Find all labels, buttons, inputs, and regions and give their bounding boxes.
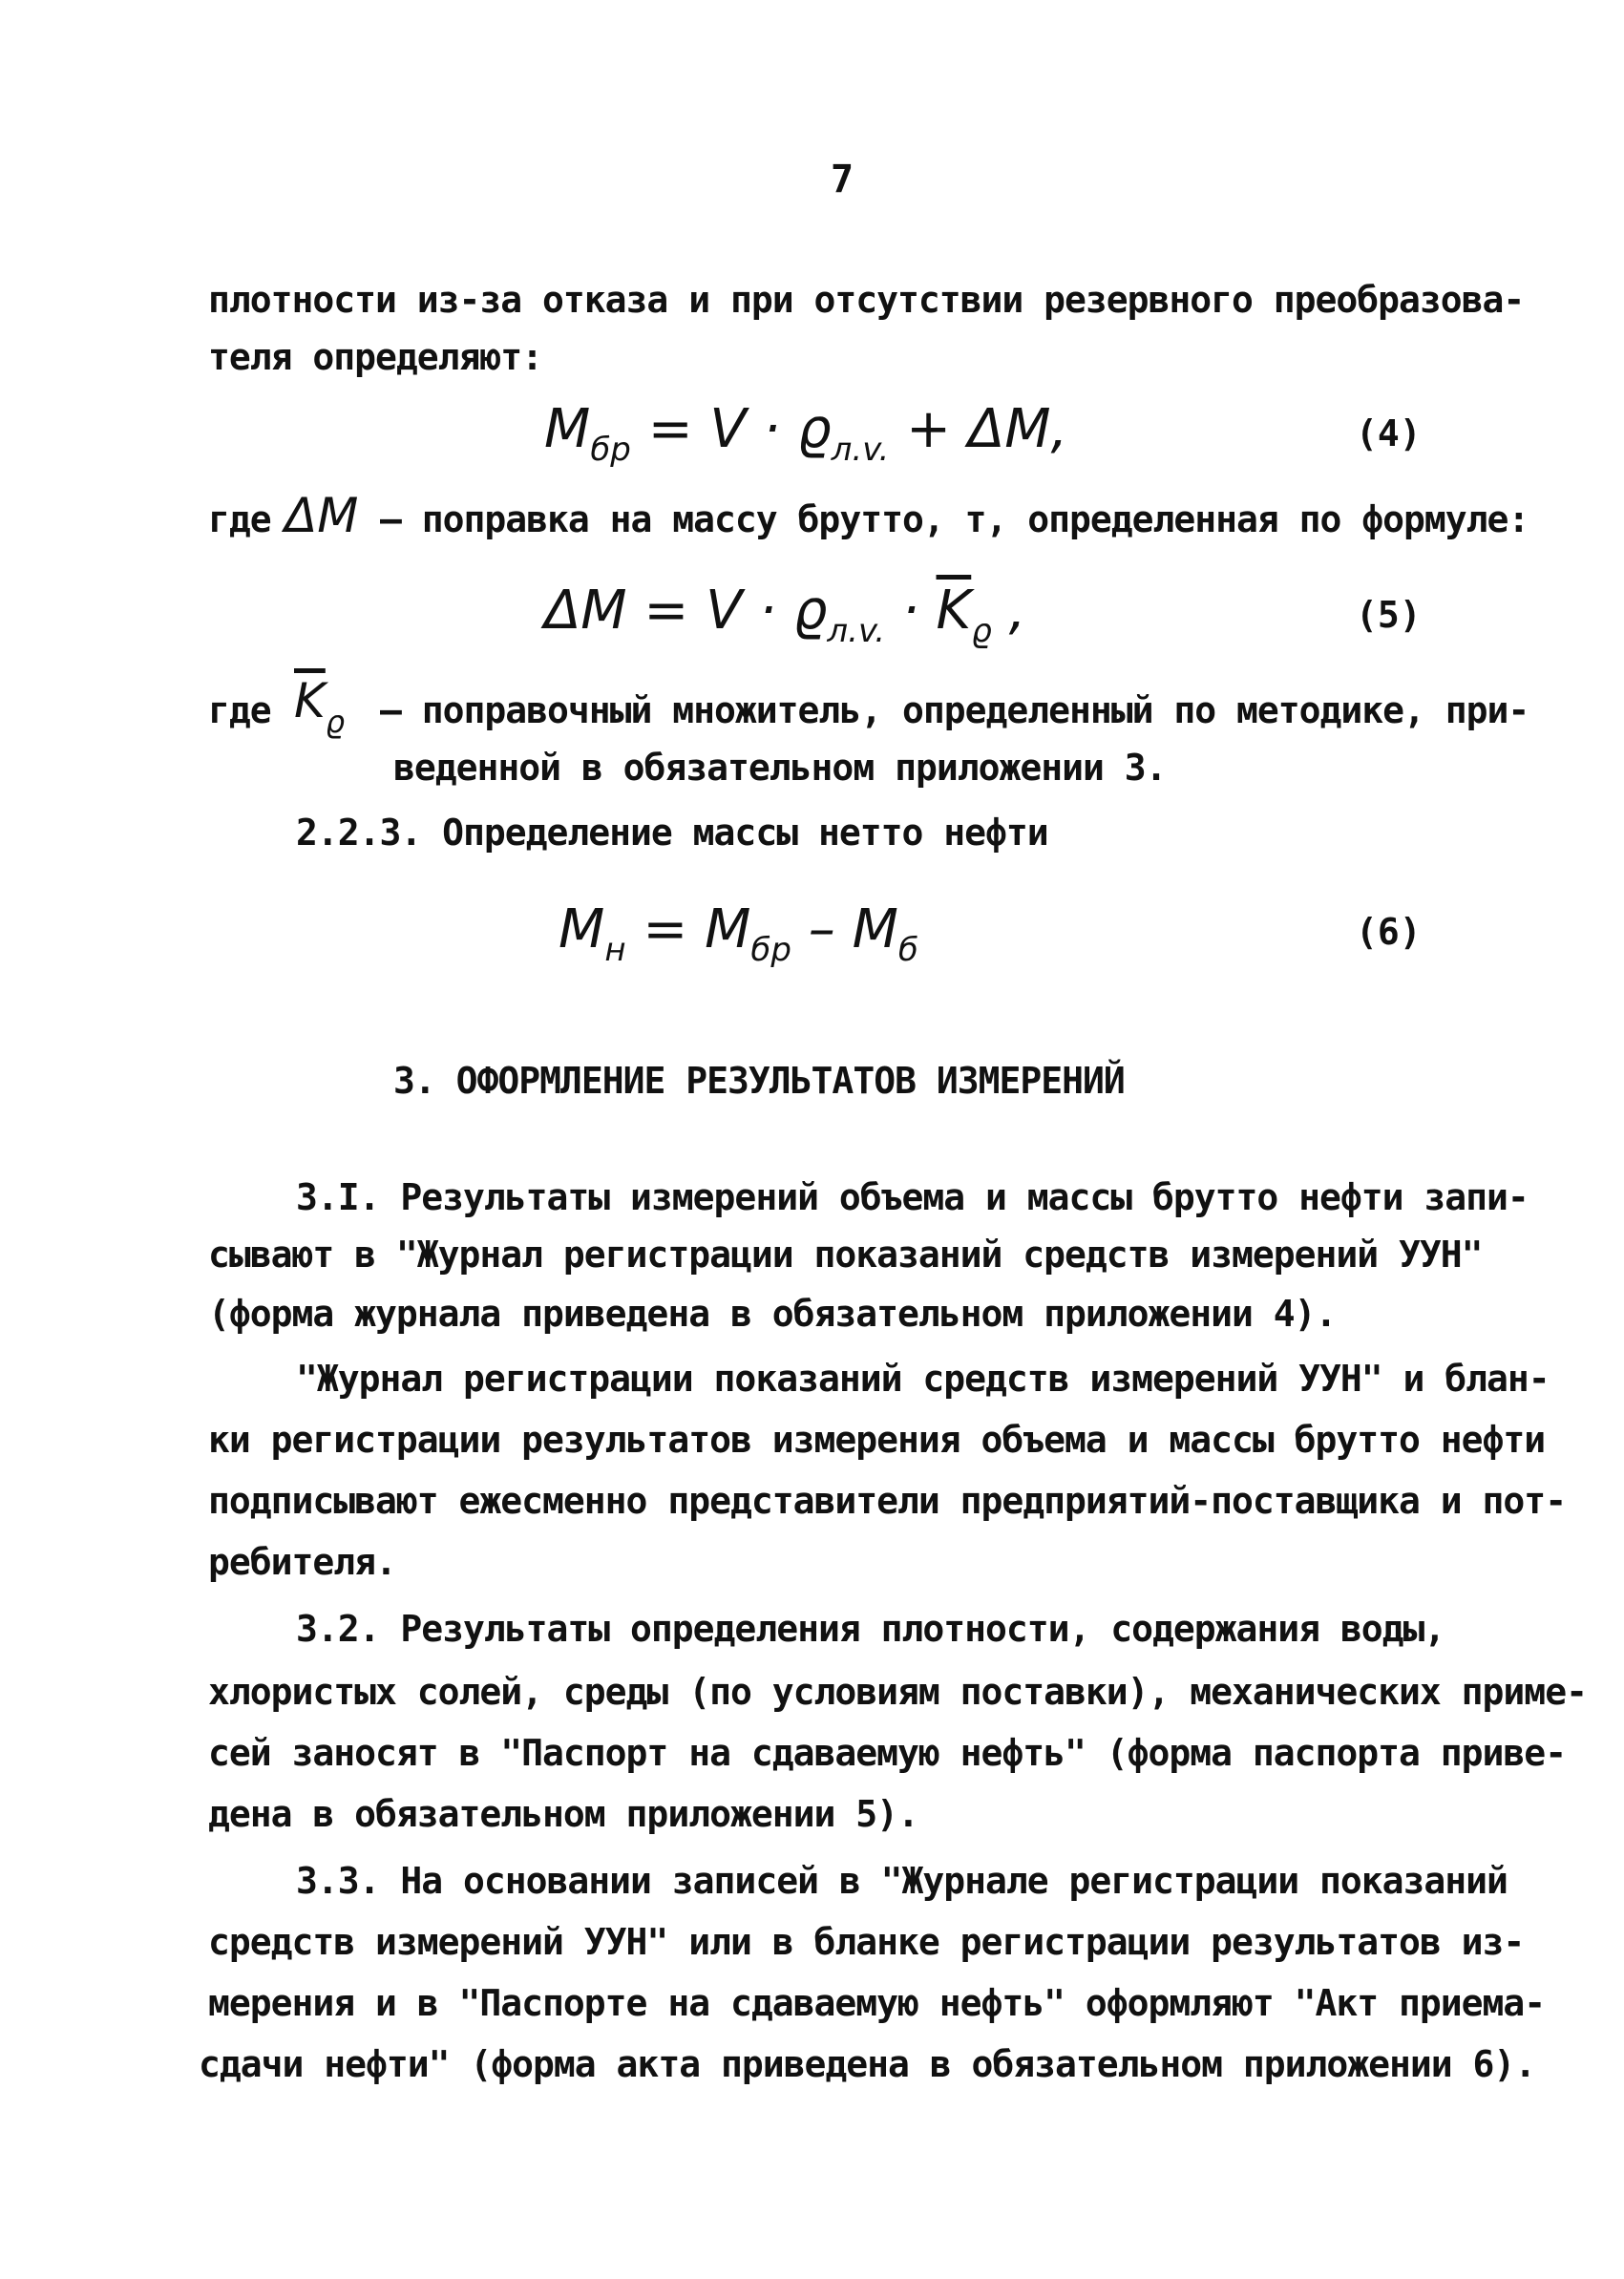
formula-4-rhs: + ΔM, bbox=[889, 398, 1068, 460]
equation-number-5: (5) bbox=[1356, 594, 1422, 636]
intro-line-2: теля определяют: bbox=[208, 336, 543, 378]
p32-line-2: хлористых солей, среды (по условиям поставки), механических приме- bbox=[208, 1671, 1587, 1713]
formula-5-rho-sub: л.v. bbox=[827, 612, 886, 650]
p32-line-4: дена в обязательном приложении 5). bbox=[208, 1793, 918, 1835]
where-2-prefix: где bbox=[208, 689, 271, 731]
p33-line-4: сдачи нефти" (форма акта приведена в обязательном приложении 6). bbox=[199, 2043, 1536, 2085]
formula-5-k-sub: ϱ bbox=[971, 612, 992, 650]
p33-line-1: 3.3. На основании записей в "Журнале регистрации показаний bbox=[296, 1860, 1508, 1902]
section-3-heading: 3. ОФОРМЛЕНИЕ РЕЗУЛЬТАТОВ ИЗМЕРЕНИЙ bbox=[393, 1060, 1125, 1102]
where-1-symbol: ΔM bbox=[285, 488, 359, 543]
p33-line-3: мерения и в "Паспорте на сдаваемую нефть" оформляют "Акт приема- bbox=[208, 1982, 1546, 2024]
formula-4-mid: = V · bbox=[630, 398, 798, 460]
p31b-line-2: ки регистрации результатов измерения объема и массы брутто нефти bbox=[208, 1419, 1546, 1461]
formula-6 bbox=[559, 899, 918, 981]
formula-6-b-sub: б bbox=[897, 931, 918, 969]
formula-6-lhs: M bbox=[559, 898, 605, 960]
formula-6-lhs-sub: н bbox=[604, 931, 626, 969]
formula-6-minus: – M bbox=[791, 898, 898, 960]
where-2-text-2: веденной в обязательном приложении 3. bbox=[393, 747, 1167, 789]
p32-line-3: сей заносят в "Паспорт на сдаваемую нефть" (форма паспорта приве- bbox=[208, 1732, 1567, 1774]
p31-line-1: 3.I. Результаты измерений объема и массы брутто нефти запи- bbox=[296, 1176, 1529, 1218]
where-2-symbol bbox=[294, 674, 345, 749]
formula-4-lhs: M bbox=[544, 398, 591, 460]
where-1-prefix: где bbox=[208, 498, 271, 540]
intro-line-1: плотности из-за отказа и при отсутствии резервного преобразова- bbox=[208, 279, 1525, 321]
formula-4-lhs-sub: бр bbox=[590, 431, 631, 469]
where-1-text: – поправка на массу брутто, т, определенная по формуле: bbox=[380, 498, 1529, 540]
formula-5-end: , bbox=[991, 580, 1026, 642]
where-2-text-1: – поправочный множитель, определенный по методике, при- bbox=[380, 689, 1529, 731]
equation-number-4: (4) bbox=[1356, 412, 1422, 454]
equation-number-6: (6) bbox=[1356, 911, 1422, 953]
formula-6-bp-sub: бр bbox=[750, 931, 791, 969]
where-2-symbol-sub: ϱ bbox=[325, 704, 346, 740]
p31-line-3: (форма журнала приведена в обязательном приложении 4). bbox=[208, 1293, 1337, 1335]
formula-6-eq: = M bbox=[625, 898, 751, 960]
p31b-line-3: подписывают ежесменно представители предприятий-поставщика и пот- bbox=[208, 1480, 1567, 1522]
p32-line-1: 3.2. Результаты определения плотности, содержания воды, bbox=[296, 1608, 1445, 1650]
formula-4-rho-sub: л.v. bbox=[831, 431, 890, 469]
formula-5-k: $\overline{K}$ bbox=[936, 580, 972, 642]
p33-line-2: средств измерений УУН" или в бланке регистрации результатов из- bbox=[208, 1921, 1525, 1963]
formula-4-rho: ϱ bbox=[797, 398, 832, 460]
formula-4 bbox=[544, 399, 1067, 480]
section-2-2-3: 2.2.3. Определение массы нетто нефти bbox=[296, 812, 1048, 854]
formula-5-dot: · bbox=[885, 580, 937, 642]
formula-5-rho: ϱ bbox=[792, 580, 828, 642]
where-2-symbol-k: $\overline{K}$ bbox=[294, 673, 326, 728]
p31-line-2: сывают в "Журнал регистрации показаний средств измерений УУН" bbox=[208, 1234, 1483, 1276]
formula-5 bbox=[544, 580, 1025, 662]
p31b-line-1: "Журнал регистрации показаний средств измерений УУН" и блан- bbox=[296, 1358, 1550, 1400]
page-number: 7 bbox=[831, 158, 854, 201]
p31b-line-4: ребителя. bbox=[208, 1541, 396, 1583]
formula-5-lhs: ΔM = V · bbox=[544, 580, 793, 642]
